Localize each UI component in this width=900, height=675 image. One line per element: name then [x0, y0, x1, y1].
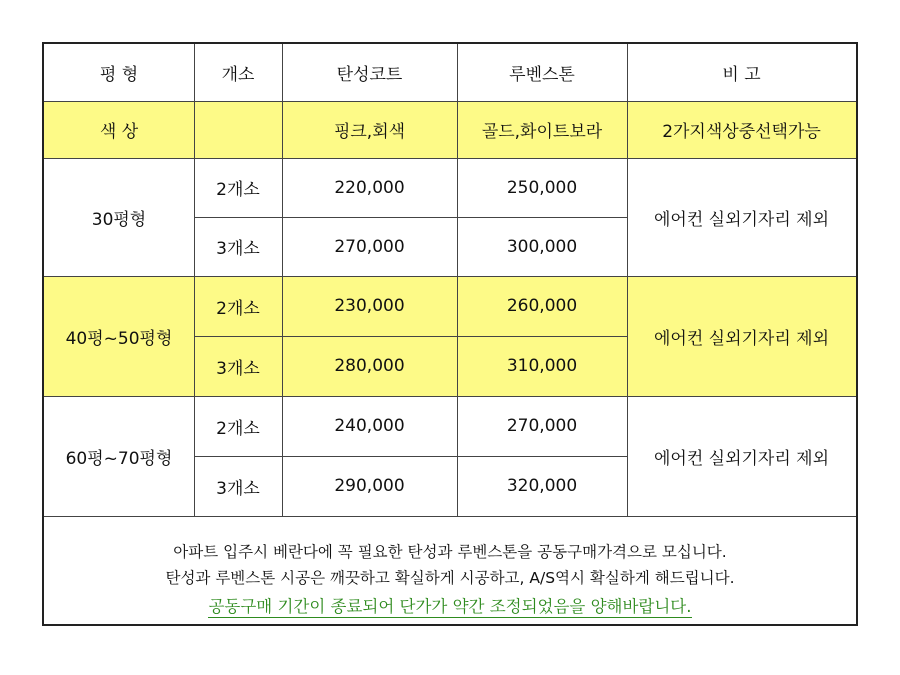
grid-line — [44, 158, 856, 159]
grid-line — [44, 516, 856, 517]
row-rubenstone-price: 300,000 — [506, 236, 578, 257]
header-rubenstone: 루벤스톤 — [509, 65, 575, 85]
group-size: 30평형 — [91, 209, 147, 230]
grid-line — [44, 396, 856, 397]
grid-line — [44, 276, 856, 277]
row-elastic-price: 280,000 — [334, 356, 405, 376]
row-elastic-price: 290,000 — [334, 476, 405, 496]
note-line-1: 아파트 입주시 베란다에 꼭 필요한 탄성과 루벤스톤을 공동구매가격으로 모십니다. — [173, 543, 727, 561]
row-elastic-price: 220,000 — [334, 177, 405, 198]
row-count: 3개소 — [216, 239, 260, 259]
row-elastic-price: 270,000 — [334, 236, 405, 257]
row-rubenstone-price: 250,000 — [506, 177, 578, 198]
header-size: 평 형 — [99, 65, 139, 85]
grid-line — [282, 44, 283, 516]
header-elastic: 탄성코트 — [336, 65, 403, 85]
grid-line — [627, 44, 628, 516]
row-count: 2개소 — [216, 418, 260, 439]
grid-line — [194, 44, 195, 516]
price-table — [42, 42, 858, 626]
color-row-remark: 2가지색상중선택가능 — [662, 122, 821, 142]
note-line-2: 탄성과 루벤스톤 시공은 깨끗하고 확실하게 시공하고, A/S역시 확실하게 해드립니다. — [165, 569, 735, 587]
row-rubenstone-price: 270,000 — [506, 416, 578, 436]
color-row-label: 색 상 — [99, 122, 139, 142]
group-size: 60평~70평형 — [65, 448, 173, 469]
notice-text: 공동구매 기간이 종료되어 단가가 약간 조정되었음을 양해바랍니다. — [208, 597, 692, 616]
group-remark: 에어컨 실외기자리 제외 — [653, 209, 830, 230]
row-count: 3개소 — [216, 358, 260, 379]
row-elastic-price: 240,000 — [334, 416, 405, 436]
color-row-rubenstone: 골드,화이트보라 — [481, 122, 603, 142]
row-rubenstone-price: 260,000 — [506, 296, 578, 316]
header-count: 개소 — [221, 65, 255, 85]
header-remark: 비 고 — [722, 65, 761, 85]
grid-line — [194, 217, 627, 218]
grid-line — [44, 101, 856, 102]
group-size: 40평~50평형 — [65, 328, 173, 349]
note-line-3 — [44, 593, 856, 617]
row-count: 2개소 — [216, 298, 260, 319]
row-count: 3개소 — [216, 478, 260, 499]
row-rubenstone-price: 320,000 — [506, 476, 578, 496]
group-remark: 에어컨 실외기자리 제외 — [653, 448, 830, 469]
grid-line — [194, 456, 627, 457]
color-row-elastic: 핑크,회색 — [333, 122, 406, 142]
group-remark: 에어컨 실외기자리 제외 — [653, 328, 830, 349]
row-elastic-price: 230,000 — [334, 296, 405, 316]
grid-line — [194, 336, 627, 337]
row-rubenstone-price: 310,000 — [506, 356, 578, 376]
row-count: 2개소 — [216, 180, 260, 200]
grid-line — [457, 44, 458, 516]
